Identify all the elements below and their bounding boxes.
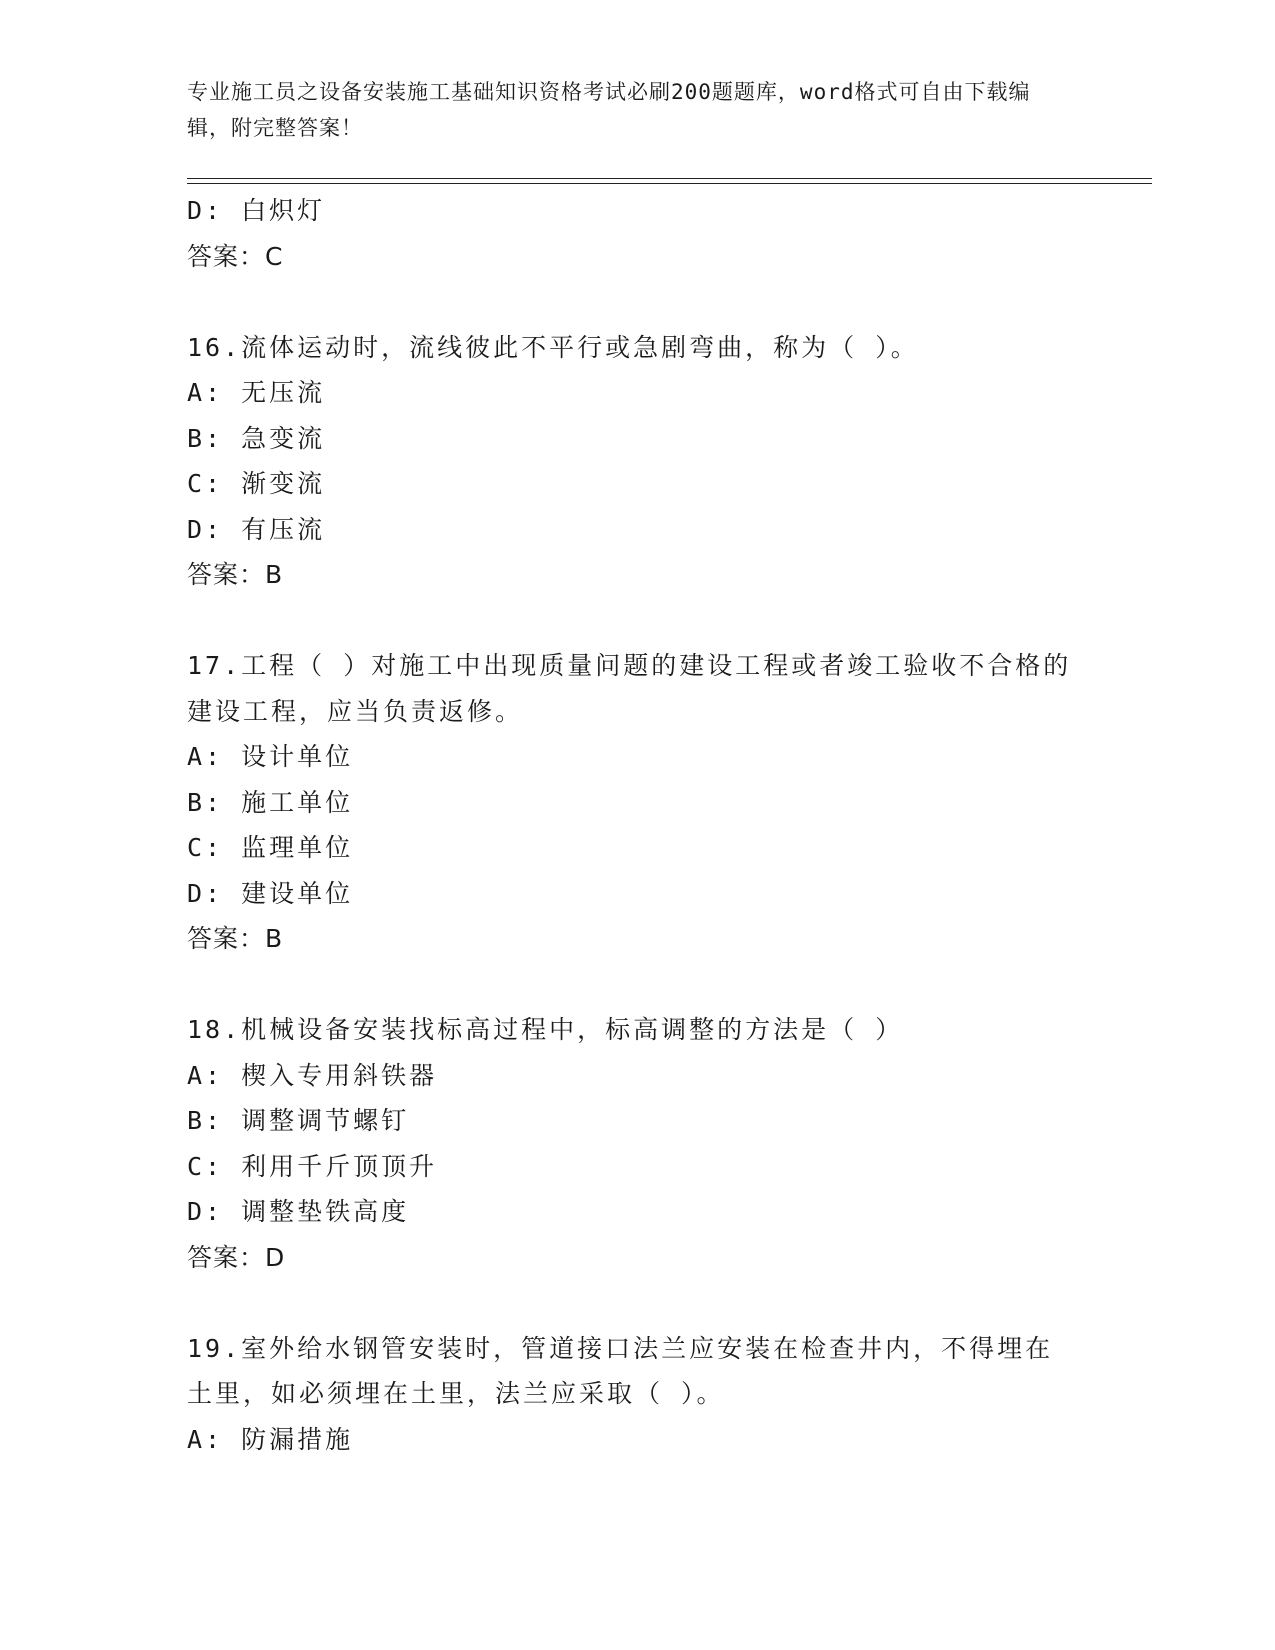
option-c: C: 利用千斤顶顶升 [187,1151,438,1181]
header-rule-bottom [187,183,1152,184]
option-d: D: 调整垫铁高度 [187,1197,410,1226]
answer: 答案：B [187,924,284,953]
prev-option-d: D: 白炽灯 [187,196,326,225]
option-b: B: 调整调节螺钉 [187,1106,410,1135]
question-stem: 16.流体运动时，流线彼此不平行或急剧弯曲，称为（ ）。 [187,332,919,362]
question-stem: 18.机械设备安装找标高过程中，标高调整的方法是（ ） [187,1015,904,1044]
option-d: D: 建设单位 [187,878,354,908]
option-a: A: 防漏措施 [187,1424,354,1454]
question-stem: 19.室外给水钢管安装时，管道接口法兰应安装在检查井内，不得埋在土里，如必须埋在土里，法兰应采取（ ）。 [187,1333,1054,1408]
option-c: C: 渐变流 [187,469,326,498]
document-header: 专业施工员之设备安装施工基础知识资格考试必刷200题题库，word格式可自由下载编辑，附完整答案！ [187,80,1031,140]
question-16 [187,325,1087,598]
header-rule-top [187,178,1152,179]
answer: 答案：D [187,1242,286,1272]
question-19 [187,1326,1087,1463]
answer: 答案：B [187,560,284,589]
question-list [187,188,1087,1462]
option-a: A: 设计单位 [187,742,354,771]
option-c: C: 监理单位 [187,833,354,862]
option-b: B: 施工单位 [187,787,354,817]
question-17 [187,643,1087,962]
question-18 [187,1007,1087,1280]
option-a: A: 无压流 [187,378,326,407]
option-d: D: 有压流 [187,514,326,544]
option-a: A: 楔入专用斜铁器 [187,1060,438,1090]
question-stem: 17.工程（ ）对施工中出现质量问题的建设工程或者竣工验收不合格的建设工程，应当负责返修。 [187,651,1072,726]
prev-answer: 答案：C [187,241,284,271]
option-b: B: 急变流 [187,423,326,453]
